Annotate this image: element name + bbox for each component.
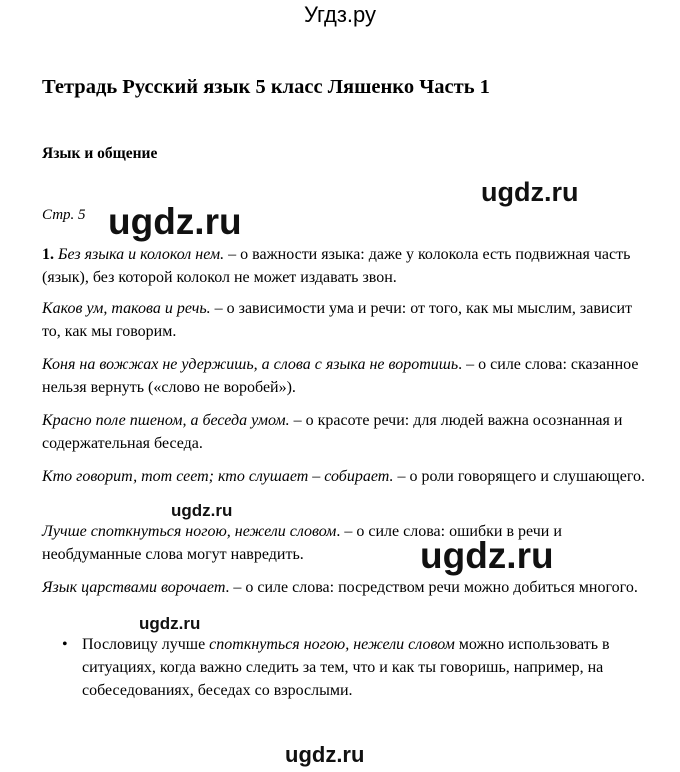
proverb-paragraph — [42, 576, 652, 599]
bullet-text — [82, 633, 662, 702]
proverb-paragraph — [42, 243, 652, 289]
proverb-quote: Язык царствами ворочает — [42, 579, 226, 596]
proverb-explanation: . – о силе слова: ошибки в речи и необдуманные слова могут навредить. — [42, 523, 562, 563]
proverb-explanation: – о зависимости ума и речи: от того, как мы мыслим, зависит то, как мы говорим. — [42, 300, 633, 340]
proverb-quote: Кто говорит, тот сеет; кто слушает – собирает. — [42, 468, 394, 485]
watermark: ugdz.ru — [171, 501, 233, 520]
document-title: Тетрадь Русский язык 5 класс Ляшенко Часть 1 — [42, 76, 490, 98]
bullet-quote: споткнуться ногою, нежели словом — [209, 636, 455, 653]
proverb-paragraph — [42, 465, 652, 488]
proverb-quote: Красно поле пшеном, а беседа умом. — [42, 412, 290, 429]
section-title: Язык и общение — [42, 145, 158, 162]
bullet-dot-icon: • — [62, 636, 68, 653]
bullet-lead: Пословицу лучше — [82, 636, 210, 653]
watermark: ugdz.ru — [420, 535, 554, 576]
watermark: ugdz.ru — [481, 177, 579, 207]
proverb-quote: Лучше споткнуться ногою, нежели словом — [42, 523, 337, 540]
proverb-explanation: – о красоте речи: для людей важна осознанная и содержательная беседа. — [42, 412, 623, 452]
page-reference: Стр. 5 — [42, 207, 86, 223]
proverb-explanation: – о роли говорящего и слушающего. — [393, 468, 645, 485]
site-header[interactable]: Угдз.ру — [303, 2, 377, 27]
proverb-explanation: . – о силе слова: сказанное нельзя вернуть («слово не воробей»). — [42, 356, 639, 396]
proverb-explanation: – о важности языка: даже у колокола есть подвижная часть (язык), без которой колокол не может издавать звон. — [42, 246, 631, 286]
proverb-quote: Коня на вожжах не удержишь, а слова с языка не воротишь — [42, 356, 459, 373]
proverb-quote: Без языка и колокол нем. — [58, 246, 225, 263]
proverb-explanation: . – о силе слова: посредством речи можно добиться многого. — [225, 579, 638, 596]
bullet-rest: можно использовать в ситуациях, когда важно следить за тем, что и как ты говоришь, например, на собеседованиях, беседах со взрослыми. — [82, 636, 610, 699]
proverb-paragraph — [42, 297, 652, 343]
proverb-paragraph — [42, 409, 652, 455]
proverb-quote: Каков ум, такова и речь. — [42, 300, 211, 317]
watermark: ugdz.ru — [108, 201, 242, 242]
proverb-paragraph — [42, 520, 652, 566]
watermark: ugdz.ru — [139, 614, 201, 633]
watermark: ugdz.ru — [285, 742, 365, 767]
proverb-paragraph — [42, 353, 652, 399]
exercise-number: 1. — [42, 246, 54, 263]
